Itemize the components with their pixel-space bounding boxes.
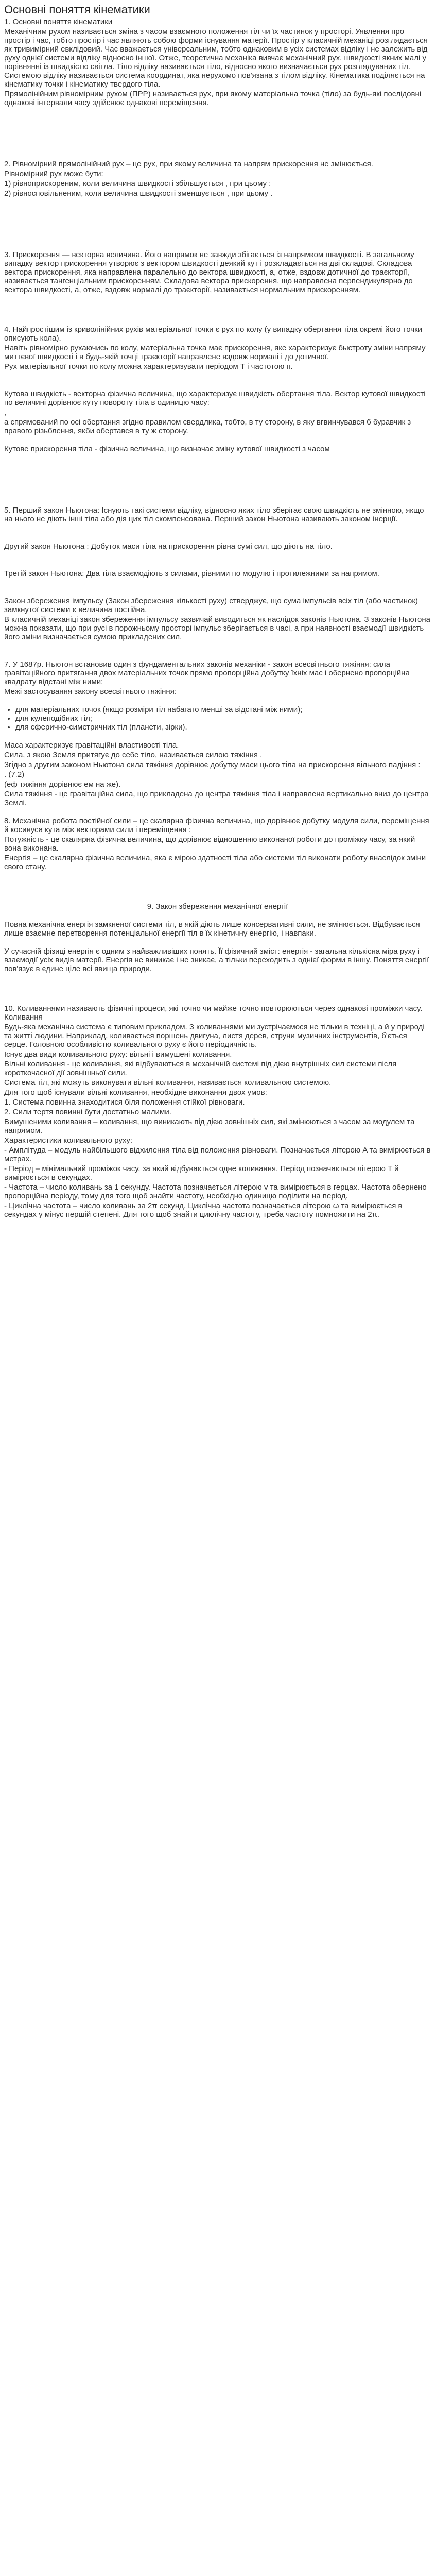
- paragraph: Характеристики коливального руху:: [4, 1136, 133, 1145]
- paragraph: Кутова швидкість - векторна фізична величина, що характеризує швидкість обертання тіла. Вектор кутової швидкості по величині дорівнює куту повороту тіла в одиницю часу:: [4, 389, 426, 407]
- list-item: • для сферично-симетричних тіл (планети, зірки).: [15, 723, 431, 732]
- section-spacer: [4, 372, 431, 389]
- paragraph: - Період – мінімальний проміжок часу, за який відбувається одне коливання. Період позначається літерою T й вимірюється в секундах.: [4, 1164, 399, 1182]
- paragraph: Вільні коливання - це коливання, які відбуваються в механічній системі під дією внутрішніх сил системи після короткочасної дії зовнішньої сили.: [4, 1060, 397, 1077]
- paragraph: Сила тяжіння - це гравітаційна сила, що прикладена до центра тяжіння тіла і направлена вертикально вниз до центра Землі.: [4, 790, 429, 807]
- paragraph: 1. Основні поняття кінематики: [4, 18, 113, 26]
- paragraph: - Циклічна частота – число коливань за 2π секунд. Циклічна частота позначається літерою ω та вимірюється в секундах у мінус першій степені. Для того щоб знайти циклічну частоту, треба частоту помножити на 2π.: [4, 1201, 403, 1219]
- bullet-list: [4, 705, 431, 732]
- paragraph: Межі застосування закону всесвітнього тяжіння:: [4, 687, 177, 696]
- document-body: [4, 18, 431, 1219]
- section-s15: [4, 902, 431, 938]
- section-spacer: [4, 912, 431, 920]
- paragraph: Енергія – це скалярна фізична величина, яка є мірою здатності тіла або системи тіл виконати роботу внаслідок зміни свого стану.: [4, 854, 426, 871]
- section-s7: [4, 506, 431, 523]
- paragraph: Рух матеріальної точки по колу можна характеризувати періодом Т і частотою п.: [4, 362, 293, 371]
- paragraph: Рівномірний рух може бути:: [4, 170, 103, 178]
- paragraph: ,: [4, 408, 7, 417]
- section-spacer: [4, 199, 431, 250]
- section-s3: [4, 250, 431, 294]
- paragraph: Сила, з якою Земля притягує до себе тіло, називається силою тяжіння .: [4, 751, 263, 759]
- document: [0, 0, 436, 1219]
- paragraph: У сучасній фізиці енергія є одним з найважливіших понять. Її фізичний зміст: енергія - загальна кількісна міра руху і взаємодії усіх видів матерії. Енергія не виникає і не зникає, а тільки переходить з однієї форми в іншу. Поняття енергії пов'язує в єдине ціле всі явища природи.: [4, 947, 429, 973]
- section-s2: [4, 160, 431, 198]
- paragraph: Повна механічна енергія замкненої системи тіл, в якій діють лише консервативні сили, не змінюється. Відбувається лише взаємне перетворення потенціальної енергії тіл в їх кінетичну енергію, і навпаки.: [4, 920, 420, 938]
- paragraph: 4. Найпростішим із криволінійних рухів матеріальної точки є рух по колу (у випадку обертання тіла окремі його точки описують кола).: [4, 325, 423, 343]
- paragraph: 2. Рівномірний прямолінійний рух – це рух, при якому величина та напрям прискорення не змінюється.: [4, 160, 373, 168]
- list-item: • для матеріальних точок (якщо розміри тіл набагато менші за відстані між ними);: [15, 705, 431, 714]
- section-s1: [4, 18, 431, 107]
- paragraph: 2) рівносповільненим, коли величина швидкості зменшується , при цьому .: [4, 189, 273, 198]
- paragraph: - Амплітуда – модуль найбільшого відхилення тіла від положення рівноваги. Позначається літерою A та вимірюється в метрах.: [4, 1146, 431, 1163]
- section-s12: [4, 705, 431, 732]
- list-item: • для кулеподібних тіл;: [15, 714, 431, 723]
- paragraph: Згідно з другим законом Ньютона сила тяжіння дорівнює добутку маси цього тіла на прискорення вільного падіння :: [4, 760, 421, 769]
- paragraph: 3. Прискорення — векторна величина. Його напрямок не завжди збігається із напрямком швидкості. В загальному випадку вектор прискорення утворює з вектором швидкості деякий кут і розкладається на дві складові. Складова вектора прискорення, яка направлена паралельно до вектора швидкості, а, отже, вздовж дотичної до траєкторії, називається тангенціальним прискоренням. Складова вектора прискорення, що направлена перпендикулярно до вектора швидкості, а, отже, вздовж нормалі до траєкторії, називається нормальним прискоренням.: [4, 250, 414, 294]
- paragraph: 10. Коливаннями називають фізичні процеси, які точно чи майже точно повторюються через однакові проміжки часу. Коливання: [4, 1004, 423, 1022]
- paragraph: а спрямований по осі обертання згідно правилом свердлика, тобто, в ту сторону, в яку вгвинчувався б буравчик з правого різьблення, якби обертався в ту ж сторону.: [4, 418, 411, 435]
- section-spacer: [4, 642, 431, 660]
- section-spacer: [4, 579, 431, 597]
- paragraph: Третій закон Ньютона: Два тіла взаємодіють з силами, рівними по модулю і протилежними за напрямом.: [4, 569, 379, 578]
- section-spacer: [4, 454, 431, 506]
- paragraph: Другий закон Ньютона : Добуток маси тіла на прискорення рівна сумі сил, що діють на тіло.: [4, 542, 333, 551]
- section-spacer: [4, 524, 431, 542]
- section-s8: [4, 542, 431, 551]
- section-spacer: [4, 552, 431, 569]
- paragraph: . (7.2): [4, 770, 25, 779]
- section-spacer: [4, 436, 431, 445]
- paragraph: Механічним рухом називається зміна з часом взаємного положення тіл чи їх частинок у просторі. Уявлення про простір і час, тобто простір і час являють собою форми існування матерії. Простір у класичній механіці розглядається як тривимірний евклідовий. Час вважається універсальним, тобто однаковим в усіх системах відліку і не залежить від руху однієї системи відліку відносно іншої. Отже, теоретична механіка вивчає механічний рух, швидкості якних малі у порівнянні із швидкістю світла. Тіло відліку називається тіло, відносно якого визначається рух розглядуваних тіл. Системою відліку називається система координат, яка нерухомо пов'язана з тілом відліку. Кінематика поділяється на кінематику точки і кінематику твердого тіла.: [4, 27, 428, 89]
- paragraph: Кутове прискорення тіла - фізична величина, що визначає зміну кутової швидкості з часом: [4, 445, 330, 453]
- paragraph: Потужність - це скалярна фізична величина, що дорівнює відношенню виконаної роботи до проміжку часу, за який вона виконана.: [4, 835, 415, 853]
- paragraph: Будь-яка механічна система є типовим прикладом. З коливаннями ми зустрічаємося не тільки в техніці, а й у природі та житті людини. Наприклад, коливається поршень двигуна, листя дерев, струни музичних інструментів, б'ється серце. Головною особливістю коливального руху є його періодичність.: [4, 1023, 425, 1049]
- section-s4: [4, 325, 431, 371]
- paragraph: (еф тяжіння дорівнює ем на же).: [4, 780, 121, 789]
- section-s16: [4, 947, 431, 973]
- paragraph: В класичній механіці закон збереження імпульсу зазвичай виводиться як наслідок законів Ньютона. З законів Ньютона можна показати, що при русі в порожньому просторі імпульс зберігається в часі, а при наявності взаємодії швидкість його зміни визначається сумою прикладених сил.: [4, 615, 430, 641]
- paragraph: Існує два види коливального руху: вільні і вимушені коливання.: [4, 1050, 232, 1059]
- section-spacer: [4, 697, 431, 705]
- paragraph: Система тіл, які можуть виконувати вільні коливання, називається коливальною системою.: [4, 1078, 332, 1087]
- section-spacer: [4, 295, 431, 325]
- section-spacer: [4, 733, 431, 741]
- paragraph: 5. Перший закон Ньютона: Існують такі системи відліку, відносно яких тіло зберігає свою швидкість не змінною, якщо на нього не діють інші тіла або дія цих тіл скомпенсована. Перший закон Ньютона називають законом інерції.: [4, 506, 424, 523]
- section-heading: 9. Закон збереження механічної енергії: [147, 902, 288, 911]
- section-s11: [4, 660, 431, 696]
- section-spacer: [4, 872, 431, 902]
- paragraph: 1) рівноприскореним, коли величина швидкості збільшується , при цьому ;: [4, 179, 271, 188]
- section-s9: [4, 569, 431, 578]
- paragraph: Прямолінійним рівномірним рухом (ПРР) називається рух, при якому матеріальна точка (тіло) за будь-які послідовні однакові інтервали часу здійснює однакові переміщення.: [4, 90, 422, 107]
- section-s10: [4, 597, 431, 641]
- section-s5: [4, 389, 431, 435]
- paragraph: 1. Система повинна знаходитися біля положення стійкої рівноваги.: [4, 1098, 245, 1107]
- paragraph: 7. У 1687р. Ньютон встановив один з фундаментальних законів механіки - закон всесвітнього тяжіння: сила гравітаційного притягання двох матеріальних точок прямо пропорційна добутку їхніх мас і обернено пропорційна квадрату відстані між ними:: [4, 660, 410, 686]
- section-spacer: [4, 108, 431, 160]
- page-title: Основні поняття кінематики: [4, 3, 150, 16]
- paragraph: Закон збереження імпульсу (Закон збереження кількості руху) стверджує, що сума імпульсів всіх тіл (або частинок) замкнутої системи є величина постійна.: [4, 597, 418, 614]
- section-s6: [4, 445, 431, 453]
- section-spacer: [4, 808, 431, 817]
- paragraph: 2. Сили тертя повинні бути достатньо малими.: [4, 1108, 171, 1116]
- paragraph: Вимушеними коливання – коливання, що виникають під дією зовнішніх сил, які змінюються з часом за модулем та напрямом.: [4, 1117, 415, 1135]
- paragraph: - Частота – число коливань за 1 секунду. Частота позначається літерою v та вимірюється в герцах. Частота обернено пропорційна періоду, тому для того щоб знайти частоту, необхідно одиницю поділити на період.: [4, 1183, 427, 1200]
- paragraph: Маса характеризує гравітаційні властивості тіла.: [4, 741, 179, 750]
- section-spacer: [4, 939, 431, 947]
- section-s17: [4, 1004, 431, 1219]
- section-s13: [4, 741, 431, 807]
- paragraph: Для того щоб існували вільні коливання, необхідне виконання двох умов:: [4, 1088, 267, 1097]
- paragraph: Навіть рівномірно рухаючись по колу, матеріальна точка має прискорення, яке характеризує быстроту зміни напряму миттєвої швидкості і в будь-якій точці траєкторії направлене вздовж нормалі і до дотичної.: [4, 344, 426, 361]
- section-spacer: [4, 974, 431, 1004]
- section-s14: [4, 817, 431, 871]
- paragraph: 8. Механічна робота постійної сили – це скалярна фізична величина, що дорівнює добутку модуля сили, переміщення й косинуса кута між векторами сили і переміщення :: [4, 817, 429, 834]
